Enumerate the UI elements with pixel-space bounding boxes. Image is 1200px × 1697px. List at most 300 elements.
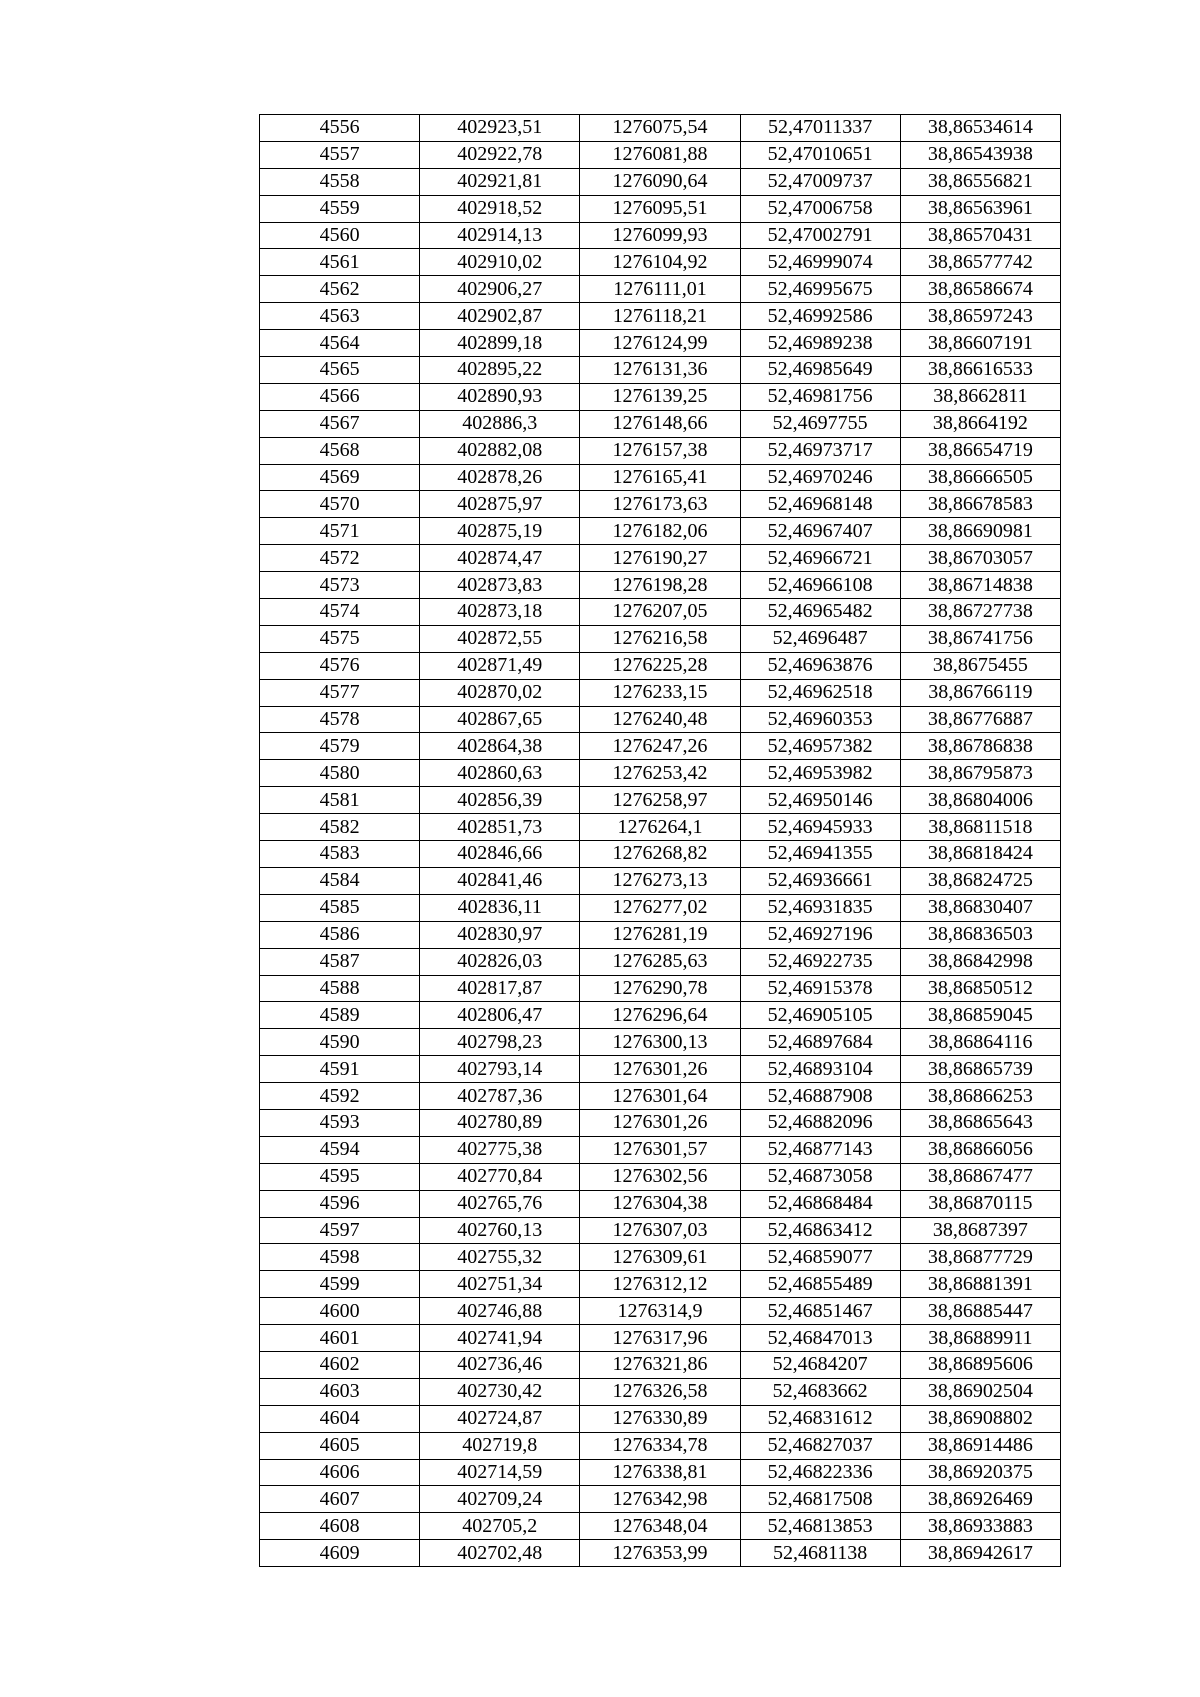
table-row bbox=[260, 1432, 1061, 1459]
longitude-cell: 38,86865643 bbox=[900, 1109, 1060, 1136]
y-coordinate-cell: 1276258,97 bbox=[580, 787, 740, 814]
longitude-cell: 38,86859045 bbox=[900, 1002, 1060, 1029]
latitude-cell: 52,46963876 bbox=[740, 652, 900, 679]
point-number-cell: 4592 bbox=[260, 1083, 420, 1110]
point-number-cell: 4584 bbox=[260, 867, 420, 894]
latitude-cell: 52,46981756 bbox=[740, 383, 900, 410]
table-row bbox=[260, 410, 1061, 437]
point-number-cell: 4578 bbox=[260, 706, 420, 733]
x-coordinate-cell: 402860,63 bbox=[420, 760, 580, 787]
latitude-cell: 52,46893104 bbox=[740, 1056, 900, 1083]
x-coordinate-cell: 402702,48 bbox=[420, 1540, 580, 1567]
y-coordinate-cell: 1276277,02 bbox=[580, 894, 740, 921]
y-coordinate-cell: 1276139,25 bbox=[580, 383, 740, 410]
point-number-cell: 4574 bbox=[260, 599, 420, 626]
table-row bbox=[260, 1325, 1061, 1352]
point-number-cell: 4606 bbox=[260, 1459, 420, 1486]
y-coordinate-cell: 1276307,03 bbox=[580, 1217, 740, 1244]
point-number-cell: 4565 bbox=[260, 357, 420, 384]
latitude-cell: 52,46813853 bbox=[740, 1513, 900, 1540]
point-number-cell: 4588 bbox=[260, 975, 420, 1002]
table-row bbox=[260, 1136, 1061, 1163]
table-row bbox=[260, 1002, 1061, 1029]
x-coordinate-cell: 402719,8 bbox=[420, 1432, 580, 1459]
point-number-cell: 4567 bbox=[260, 410, 420, 437]
point-number-cell: 4604 bbox=[260, 1405, 420, 1432]
latitude-cell: 52,46970246 bbox=[740, 464, 900, 491]
latitude-cell: 52,47002791 bbox=[740, 222, 900, 249]
y-coordinate-cell: 1276348,04 bbox=[580, 1513, 740, 1540]
y-coordinate-cell: 1276302,56 bbox=[580, 1163, 740, 1190]
table-row bbox=[260, 249, 1061, 276]
latitude-cell: 52,46936661 bbox=[740, 867, 900, 894]
latitude-cell: 52,46897684 bbox=[740, 1029, 900, 1056]
x-coordinate-cell: 402895,22 bbox=[420, 357, 580, 384]
x-coordinate-cell: 402775,38 bbox=[420, 1136, 580, 1163]
longitude-cell: 38,86678583 bbox=[900, 491, 1060, 518]
point-number-cell: 4596 bbox=[260, 1190, 420, 1217]
longitude-cell: 38,86741756 bbox=[900, 625, 1060, 652]
point-number-cell: 4571 bbox=[260, 518, 420, 545]
latitude-cell: 52,4681138 bbox=[740, 1540, 900, 1567]
table-row bbox=[260, 894, 1061, 921]
longitude-cell: 38,86865739 bbox=[900, 1056, 1060, 1083]
table-row bbox=[260, 195, 1061, 222]
x-coordinate-cell: 402841,46 bbox=[420, 867, 580, 894]
latitude-cell: 52,4696487 bbox=[740, 625, 900, 652]
latitude-cell: 52,46992586 bbox=[740, 303, 900, 330]
point-number-cell: 4587 bbox=[260, 948, 420, 975]
latitude-cell: 52,46973717 bbox=[740, 437, 900, 464]
point-number-cell: 4595 bbox=[260, 1163, 420, 1190]
x-coordinate-cell: 402864,38 bbox=[420, 733, 580, 760]
x-coordinate-cell: 402872,55 bbox=[420, 625, 580, 652]
longitude-cell: 38,86786838 bbox=[900, 733, 1060, 760]
longitude-cell: 38,86795873 bbox=[900, 760, 1060, 787]
point-number-cell: 4561 bbox=[260, 249, 420, 276]
x-coordinate-cell: 402902,87 bbox=[420, 303, 580, 330]
x-coordinate-cell: 402882,08 bbox=[420, 437, 580, 464]
point-number-cell: 4603 bbox=[260, 1378, 420, 1405]
coordinates-table bbox=[259, 114, 1061, 1567]
x-coordinate-cell: 402705,2 bbox=[420, 1513, 580, 1540]
x-coordinate-cell: 402875,19 bbox=[420, 518, 580, 545]
longitude-cell: 38,86811518 bbox=[900, 814, 1060, 841]
table-row bbox=[260, 975, 1061, 1002]
y-coordinate-cell: 1276330,89 bbox=[580, 1405, 740, 1432]
table-row bbox=[260, 141, 1061, 168]
y-coordinate-cell: 1276124,99 bbox=[580, 330, 740, 357]
table-row bbox=[260, 115, 1061, 142]
latitude-cell: 52,46966108 bbox=[740, 572, 900, 599]
latitude-cell: 52,46960353 bbox=[740, 706, 900, 733]
table-row bbox=[260, 1378, 1061, 1405]
table-row bbox=[260, 383, 1061, 410]
point-number-cell: 4601 bbox=[260, 1325, 420, 1352]
point-number-cell: 4597 bbox=[260, 1217, 420, 1244]
y-coordinate-cell: 1276165,41 bbox=[580, 464, 740, 491]
latitude-cell: 52,46950146 bbox=[740, 787, 900, 814]
point-number-cell: 4602 bbox=[260, 1351, 420, 1378]
longitude-cell: 38,86836503 bbox=[900, 921, 1060, 948]
point-number-cell: 4576 bbox=[260, 652, 420, 679]
x-coordinate-cell: 402836,11 bbox=[420, 894, 580, 921]
table-row bbox=[260, 706, 1061, 733]
latitude-cell: 52,4683662 bbox=[740, 1378, 900, 1405]
table-row bbox=[260, 1405, 1061, 1432]
latitude-cell: 52,46985649 bbox=[740, 357, 900, 384]
longitude-cell: 38,86942617 bbox=[900, 1540, 1060, 1567]
latitude-cell: 52,46967407 bbox=[740, 518, 900, 545]
table-row bbox=[260, 303, 1061, 330]
x-coordinate-cell: 402873,83 bbox=[420, 572, 580, 599]
x-coordinate-cell: 402714,59 bbox=[420, 1459, 580, 1486]
table-row bbox=[260, 276, 1061, 303]
y-coordinate-cell: 1276075,54 bbox=[580, 115, 740, 142]
point-number-cell: 4577 bbox=[260, 679, 420, 706]
table-row bbox=[260, 948, 1061, 975]
x-coordinate-cell: 402846,66 bbox=[420, 841, 580, 868]
latitude-cell: 52,46863412 bbox=[740, 1217, 900, 1244]
table-row bbox=[260, 1271, 1061, 1298]
longitude-cell: 38,86804006 bbox=[900, 787, 1060, 814]
latitude-cell: 52,46831612 bbox=[740, 1405, 900, 1432]
y-coordinate-cell: 1276081,88 bbox=[580, 141, 740, 168]
longitude-cell: 38,86776887 bbox=[900, 706, 1060, 733]
latitude-cell: 52,46931835 bbox=[740, 894, 900, 921]
y-coordinate-cell: 1276301,57 bbox=[580, 1136, 740, 1163]
latitude-cell: 52,4697755 bbox=[740, 410, 900, 437]
longitude-cell: 38,86616533 bbox=[900, 357, 1060, 384]
latitude-cell: 52,46915378 bbox=[740, 975, 900, 1002]
table-row bbox=[260, 1190, 1061, 1217]
point-number-cell: 4607 bbox=[260, 1486, 420, 1513]
point-number-cell: 4586 bbox=[260, 921, 420, 948]
x-coordinate-cell: 402741,94 bbox=[420, 1325, 580, 1352]
table-row bbox=[260, 760, 1061, 787]
table-row bbox=[260, 491, 1061, 518]
latitude-cell: 52,46822336 bbox=[740, 1459, 900, 1486]
point-number-cell: 4605 bbox=[260, 1432, 420, 1459]
y-coordinate-cell: 1276273,13 bbox=[580, 867, 740, 894]
table-row bbox=[260, 1351, 1061, 1378]
latitude-cell: 52,46968148 bbox=[740, 491, 900, 518]
longitude-cell: 38,86881391 bbox=[900, 1271, 1060, 1298]
longitude-cell: 38,86830407 bbox=[900, 894, 1060, 921]
y-coordinate-cell: 1276268,82 bbox=[580, 841, 740, 868]
point-number-cell: 4569 bbox=[260, 464, 420, 491]
x-coordinate-cell: 402798,23 bbox=[420, 1029, 580, 1056]
longitude-cell: 38,86867477 bbox=[900, 1163, 1060, 1190]
y-coordinate-cell: 1276304,38 bbox=[580, 1190, 740, 1217]
longitude-cell: 38,86889911 bbox=[900, 1325, 1060, 1352]
longitude-cell: 38,86895606 bbox=[900, 1351, 1060, 1378]
point-number-cell: 4562 bbox=[260, 276, 420, 303]
point-number-cell: 4593 bbox=[260, 1109, 420, 1136]
y-coordinate-cell: 1276173,63 bbox=[580, 491, 740, 518]
x-coordinate-cell: 402890,93 bbox=[420, 383, 580, 410]
latitude-cell: 52,46855489 bbox=[740, 1271, 900, 1298]
y-coordinate-cell: 1276353,99 bbox=[580, 1540, 740, 1567]
longitude-cell: 38,86885447 bbox=[900, 1298, 1060, 1325]
y-coordinate-cell: 1276301,64 bbox=[580, 1083, 740, 1110]
coordinates-table-body bbox=[260, 115, 1061, 1567]
y-coordinate-cell: 1276309,61 bbox=[580, 1244, 740, 1271]
longitude-cell: 38,86864116 bbox=[900, 1029, 1060, 1056]
latitude-cell: 52,46965482 bbox=[740, 599, 900, 626]
y-coordinate-cell: 1276338,81 bbox=[580, 1459, 740, 1486]
x-coordinate-cell: 402793,14 bbox=[420, 1056, 580, 1083]
table-row bbox=[260, 1109, 1061, 1136]
x-coordinate-cell: 402910,02 bbox=[420, 249, 580, 276]
latitude-cell: 52,46922735 bbox=[740, 948, 900, 975]
y-coordinate-cell: 1276296,64 bbox=[580, 1002, 740, 1029]
table-row bbox=[260, 572, 1061, 599]
x-coordinate-cell: 402867,65 bbox=[420, 706, 580, 733]
y-coordinate-cell: 1276099,93 bbox=[580, 222, 740, 249]
longitude-cell: 38,86597243 bbox=[900, 303, 1060, 330]
y-coordinate-cell: 1276314,9 bbox=[580, 1298, 740, 1325]
x-coordinate-cell: 402886,3 bbox=[420, 410, 580, 437]
table-row bbox=[260, 464, 1061, 491]
latitude-cell: 52,46868484 bbox=[740, 1190, 900, 1217]
y-coordinate-cell: 1276216,58 bbox=[580, 625, 740, 652]
point-number-cell: 4579 bbox=[260, 733, 420, 760]
longitude-cell: 38,86818424 bbox=[900, 841, 1060, 868]
latitude-cell: 52,46847013 bbox=[740, 1325, 900, 1352]
x-coordinate-cell: 402736,46 bbox=[420, 1351, 580, 1378]
latitude-cell: 52,46927196 bbox=[740, 921, 900, 948]
point-number-cell: 4575 bbox=[260, 625, 420, 652]
longitude-cell: 38,86714838 bbox=[900, 572, 1060, 599]
point-number-cell: 4600 bbox=[260, 1298, 420, 1325]
latitude-cell: 52,46953982 bbox=[740, 760, 900, 787]
x-coordinate-cell: 402906,27 bbox=[420, 276, 580, 303]
table-row bbox=[260, 867, 1061, 894]
latitude-cell: 52,46887908 bbox=[740, 1083, 900, 1110]
point-number-cell: 4573 bbox=[260, 572, 420, 599]
x-coordinate-cell: 402899,18 bbox=[420, 330, 580, 357]
point-number-cell: 4568 bbox=[260, 437, 420, 464]
longitude-cell: 38,86920375 bbox=[900, 1459, 1060, 1486]
y-coordinate-cell: 1276111,01 bbox=[580, 276, 740, 303]
latitude-cell: 52,46941355 bbox=[740, 841, 900, 868]
x-coordinate-cell: 402780,89 bbox=[420, 1109, 580, 1136]
x-coordinate-cell: 402709,24 bbox=[420, 1486, 580, 1513]
table-row bbox=[260, 222, 1061, 249]
table-row bbox=[260, 1244, 1061, 1271]
longitude-cell: 38,86850512 bbox=[900, 975, 1060, 1002]
table-row bbox=[260, 599, 1061, 626]
point-number-cell: 4585 bbox=[260, 894, 420, 921]
point-number-cell: 4594 bbox=[260, 1136, 420, 1163]
table-row bbox=[260, 1513, 1061, 1540]
table-row bbox=[260, 357, 1061, 384]
y-coordinate-cell: 1276198,28 bbox=[580, 572, 740, 599]
longitude-cell: 38,8687397 bbox=[900, 1217, 1060, 1244]
y-coordinate-cell: 1276285,63 bbox=[580, 948, 740, 975]
x-coordinate-cell: 402870,02 bbox=[420, 679, 580, 706]
x-coordinate-cell: 402918,52 bbox=[420, 195, 580, 222]
point-number-cell: 4563 bbox=[260, 303, 420, 330]
latitude-cell: 52,46995675 bbox=[740, 276, 900, 303]
y-coordinate-cell: 1276104,92 bbox=[580, 249, 740, 276]
longitude-cell: 38,86607191 bbox=[900, 330, 1060, 357]
table-row bbox=[260, 733, 1061, 760]
table-row bbox=[260, 1298, 1061, 1325]
point-number-cell: 4570 bbox=[260, 491, 420, 518]
latitude-cell: 52,47006758 bbox=[740, 195, 900, 222]
y-coordinate-cell: 1276233,15 bbox=[580, 679, 740, 706]
table-row bbox=[260, 1540, 1061, 1567]
latitude-cell: 52,46817508 bbox=[740, 1486, 900, 1513]
latitude-cell: 52,46999074 bbox=[740, 249, 900, 276]
table-row bbox=[260, 787, 1061, 814]
point-number-cell: 4582 bbox=[260, 814, 420, 841]
latitude-cell: 52,46877143 bbox=[740, 1136, 900, 1163]
y-coordinate-cell: 1276148,66 bbox=[580, 410, 740, 437]
longitude-cell: 38,86766119 bbox=[900, 679, 1060, 706]
x-coordinate-cell: 402921,81 bbox=[420, 168, 580, 195]
longitude-cell: 38,86666505 bbox=[900, 464, 1060, 491]
table-row bbox=[260, 1083, 1061, 1110]
point-number-cell: 4580 bbox=[260, 760, 420, 787]
longitude-cell: 38,86654719 bbox=[900, 437, 1060, 464]
longitude-cell: 38,86556821 bbox=[900, 168, 1060, 195]
x-coordinate-cell: 402760,13 bbox=[420, 1217, 580, 1244]
point-number-cell: 4557 bbox=[260, 141, 420, 168]
longitude-cell: 38,86914486 bbox=[900, 1432, 1060, 1459]
y-coordinate-cell: 1276090,64 bbox=[580, 168, 740, 195]
point-number-cell: 4608 bbox=[260, 1513, 420, 1540]
point-number-cell: 4556 bbox=[260, 115, 420, 142]
longitude-cell: 38,86534614 bbox=[900, 115, 1060, 142]
x-coordinate-cell: 402765,76 bbox=[420, 1190, 580, 1217]
point-number-cell: 4598 bbox=[260, 1244, 420, 1271]
table-row bbox=[260, 921, 1061, 948]
table-row bbox=[260, 679, 1061, 706]
y-coordinate-cell: 1276253,42 bbox=[580, 760, 740, 787]
y-coordinate-cell: 1276131,36 bbox=[580, 357, 740, 384]
point-number-cell: 4609 bbox=[260, 1540, 420, 1567]
table-row bbox=[260, 814, 1061, 841]
latitude-cell: 52,46873058 bbox=[740, 1163, 900, 1190]
y-coordinate-cell: 1276300,13 bbox=[580, 1029, 740, 1056]
table-row bbox=[260, 1217, 1061, 1244]
latitude-cell: 52,46882096 bbox=[740, 1109, 900, 1136]
latitude-cell: 52,46851467 bbox=[740, 1298, 900, 1325]
point-number-cell: 4564 bbox=[260, 330, 420, 357]
y-coordinate-cell: 1276240,48 bbox=[580, 706, 740, 733]
table-row bbox=[260, 545, 1061, 572]
x-coordinate-cell: 402875,97 bbox=[420, 491, 580, 518]
x-coordinate-cell: 402873,18 bbox=[420, 599, 580, 626]
longitude-cell: 38,86877729 bbox=[900, 1244, 1060, 1271]
x-coordinate-cell: 402746,88 bbox=[420, 1298, 580, 1325]
x-coordinate-cell: 402826,03 bbox=[420, 948, 580, 975]
table-row bbox=[260, 1459, 1061, 1486]
longitude-cell: 38,86824725 bbox=[900, 867, 1060, 894]
x-coordinate-cell: 402770,84 bbox=[420, 1163, 580, 1190]
y-coordinate-cell: 1276301,26 bbox=[580, 1109, 740, 1136]
y-coordinate-cell: 1276290,78 bbox=[580, 975, 740, 1002]
y-coordinate-cell: 1276190,27 bbox=[580, 545, 740, 572]
x-coordinate-cell: 402724,87 bbox=[420, 1405, 580, 1432]
table-row bbox=[260, 330, 1061, 357]
point-number-cell: 4591 bbox=[260, 1056, 420, 1083]
point-number-cell: 4590 bbox=[260, 1029, 420, 1056]
point-number-cell: 4599 bbox=[260, 1271, 420, 1298]
point-number-cell: 4558 bbox=[260, 168, 420, 195]
point-number-cell: 4560 bbox=[260, 222, 420, 249]
x-coordinate-cell: 402922,78 bbox=[420, 141, 580, 168]
longitude-cell: 38,86543938 bbox=[900, 141, 1060, 168]
x-coordinate-cell: 402874,47 bbox=[420, 545, 580, 572]
y-coordinate-cell: 1276095,51 bbox=[580, 195, 740, 222]
table-row bbox=[260, 1486, 1061, 1513]
longitude-cell: 38,86870115 bbox=[900, 1190, 1060, 1217]
table-row bbox=[260, 1056, 1061, 1083]
longitude-cell: 38,8664192 bbox=[900, 410, 1060, 437]
longitude-cell: 38,8662811 bbox=[900, 383, 1060, 410]
table-row bbox=[260, 437, 1061, 464]
table-row bbox=[260, 1029, 1061, 1056]
x-coordinate-cell: 402755,32 bbox=[420, 1244, 580, 1271]
longitude-cell: 38,86570431 bbox=[900, 222, 1060, 249]
y-coordinate-cell: 1276317,96 bbox=[580, 1325, 740, 1352]
point-number-cell: 4566 bbox=[260, 383, 420, 410]
x-coordinate-cell: 402923,51 bbox=[420, 115, 580, 142]
x-coordinate-cell: 402914,13 bbox=[420, 222, 580, 249]
latitude-cell: 52,47009737 bbox=[740, 168, 900, 195]
x-coordinate-cell: 402871,49 bbox=[420, 652, 580, 679]
x-coordinate-cell: 402851,73 bbox=[420, 814, 580, 841]
y-coordinate-cell: 1276312,12 bbox=[580, 1271, 740, 1298]
y-coordinate-cell: 1276207,05 bbox=[580, 599, 740, 626]
y-coordinate-cell: 1276281,19 bbox=[580, 921, 740, 948]
x-coordinate-cell: 402878,26 bbox=[420, 464, 580, 491]
latitude-cell: 52,46989238 bbox=[740, 330, 900, 357]
x-coordinate-cell: 402751,34 bbox=[420, 1271, 580, 1298]
y-coordinate-cell: 1276264,1 bbox=[580, 814, 740, 841]
point-number-cell: 4581 bbox=[260, 787, 420, 814]
latitude-cell: 52,46945933 bbox=[740, 814, 900, 841]
longitude-cell: 38,86586674 bbox=[900, 276, 1060, 303]
x-coordinate-cell: 402806,47 bbox=[420, 1002, 580, 1029]
longitude-cell: 38,86577742 bbox=[900, 249, 1060, 276]
y-coordinate-cell: 1276342,98 bbox=[580, 1486, 740, 1513]
latitude-cell: 52,46966721 bbox=[740, 545, 900, 572]
longitude-cell: 38,86866056 bbox=[900, 1136, 1060, 1163]
latitude-cell: 52,4684207 bbox=[740, 1351, 900, 1378]
y-coordinate-cell: 1276301,26 bbox=[580, 1056, 740, 1083]
longitude-cell: 38,86703057 bbox=[900, 545, 1060, 572]
longitude-cell: 38,86690981 bbox=[900, 518, 1060, 545]
x-coordinate-cell: 402830,97 bbox=[420, 921, 580, 948]
longitude-cell: 38,86866253 bbox=[900, 1083, 1060, 1110]
longitude-cell: 38,86902504 bbox=[900, 1378, 1060, 1405]
y-coordinate-cell: 1276157,38 bbox=[580, 437, 740, 464]
point-number-cell: 4583 bbox=[260, 841, 420, 868]
longitude-cell: 38,86842998 bbox=[900, 948, 1060, 975]
x-coordinate-cell: 402856,39 bbox=[420, 787, 580, 814]
latitude-cell: 52,46905105 bbox=[740, 1002, 900, 1029]
y-coordinate-cell: 1276321,86 bbox=[580, 1351, 740, 1378]
latitude-cell: 52,46962518 bbox=[740, 679, 900, 706]
longitude-cell: 38,86933883 bbox=[900, 1513, 1060, 1540]
latitude-cell: 52,46957382 bbox=[740, 733, 900, 760]
table-row bbox=[260, 518, 1061, 545]
